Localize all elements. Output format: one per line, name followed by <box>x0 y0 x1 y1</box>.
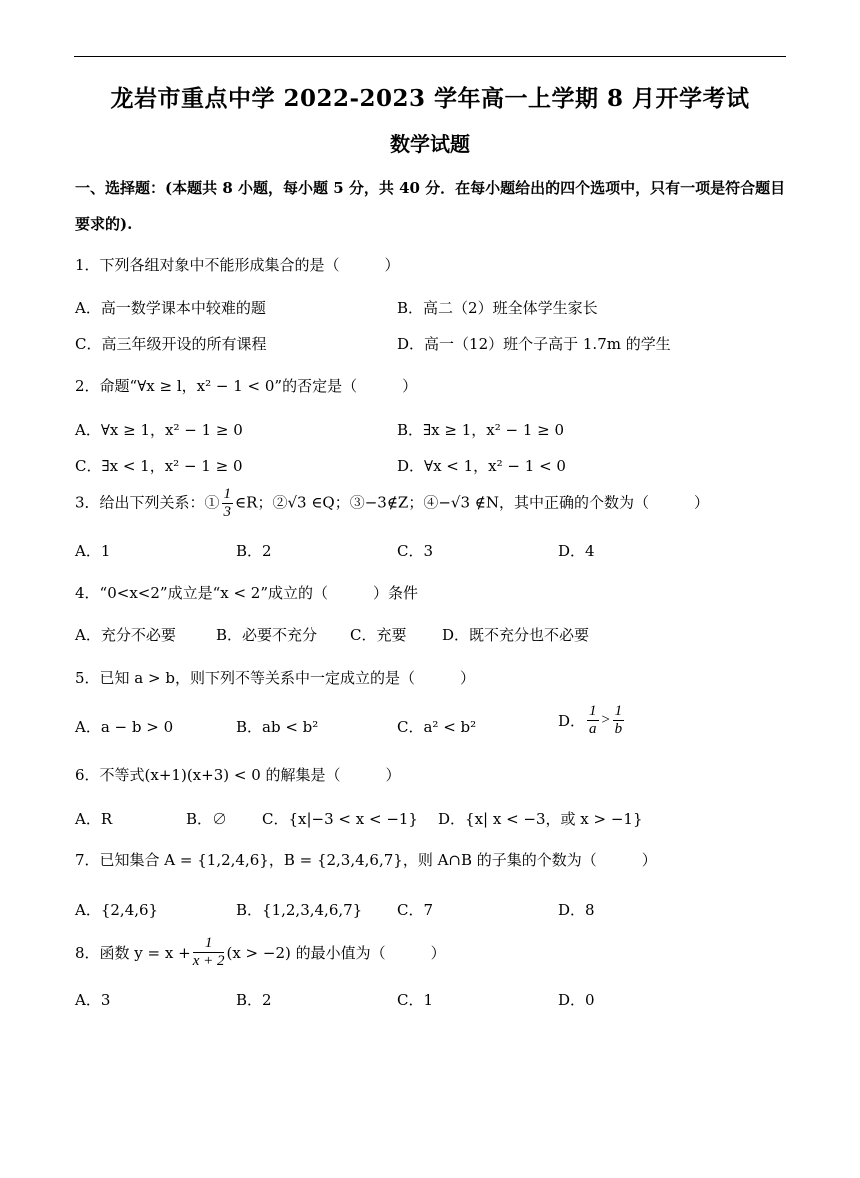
question-7-option-c: C．7 <box>397 901 434 919</box>
question-7-option-a: A．{2,4,6} <box>75 901 159 919</box>
question-1-stem: 1．下列各组对象中不能形成集合的是（ ） <box>75 256 400 274</box>
question-5-option-a: A．a − b > 0 <box>75 718 174 736</box>
question-2-option-d: D．∀x < 1，x² − 1 < 0 <box>397 457 566 475</box>
question-8-stem-end: (x > −2) 的最小值为（ ） <box>226 944 446 962</box>
question-5-option-d-fraction-1 <box>587 704 599 737</box>
question-3-stem-end: ∈R；②√3 ∈Q；③−3∉Z；④−√3 ∉N，其中正确的个数为（ ） <box>235 493 710 512</box>
exam-subtitle: 数学试题 <box>390 132 470 156</box>
exam-title: 龙岩市重点中学 2022-2023 学年高一上学期 8 月开学考试 <box>110 85 750 112</box>
question-2-option-b: B．∃x ≥ 1，x² − 1 ≥ 0 <box>397 421 565 439</box>
question-2-option-a: A．∀x ≥ 1，x² − 1 ≥ 0 <box>75 421 243 439</box>
question-8-stem <box>75 936 446 969</box>
question-8-option-d: D．0 <box>558 991 595 1009</box>
question-8-fraction <box>193 936 225 969</box>
question-8-fraction-numerator: 1 <box>193 936 225 953</box>
question-3-option-c: C．3 <box>397 542 434 560</box>
question-6-option-a: A．R <box>75 810 113 828</box>
question-3-stem <box>75 487 709 520</box>
question-8-option-b: B．2 <box>236 991 272 1009</box>
question-5-stem: 5．已知 a > b，则下列不等关系中一定成立的是（ ） <box>75 669 475 687</box>
question-5-option-d-fraction-2-denominator: b <box>614 721 623 737</box>
top-rule <box>74 56 786 57</box>
question-5-option-d <box>558 704 626 737</box>
question-5-option-d-fraction-1-denominator: a <box>589 721 597 737</box>
question-3-option-d: D．4 <box>558 542 595 560</box>
question-5-option-b: B．ab < b² <box>236 718 319 736</box>
question-4-option-c: C．充要 <box>350 626 407 644</box>
question-5-option-d-operator: > <box>600 712 611 728</box>
question-1-option-a: A．高一数学课本中较难的题 <box>75 299 266 317</box>
question-4-option-a: A．充分不必要 <box>75 626 176 644</box>
question-3-fraction <box>222 487 234 520</box>
question-6-option-d: D．{x| x < −3，或 x > −1} <box>438 810 643 828</box>
question-3-option-a: A．1 <box>75 542 111 560</box>
question-3-stem-start: 3．给出下列关系：① <box>75 493 220 512</box>
question-8-option-a: A．3 <box>75 991 111 1009</box>
question-5-option-c: C．a² < b² <box>397 718 477 736</box>
question-5-option-d-fraction-2-numerator: 1 <box>614 703 623 719</box>
question-1-option-c: C．高三年级开设的所有课程 <box>75 335 267 353</box>
question-2-stem: 2．命题“∀x ≥ l，x² − 1 < 0”的否定是（ ） <box>75 377 418 395</box>
question-2-option-c: C．∃x < 1，x² − 1 ≥ 0 <box>75 457 243 475</box>
question-7-option-b: B．{1,2,3,4,6,7} <box>236 901 363 919</box>
question-1-option-d: D．高一（12）班个子高于 1.7m 的学生 <box>397 335 671 353</box>
question-5-option-d-label: D． <box>558 712 586 730</box>
question-4-stem: 4．“0<x<2”成立是“x < 2”成立的（ ）条件 <box>75 584 419 602</box>
question-5-option-d-fraction-2 <box>613 704 625 737</box>
question-3-fraction-numerator: 1 <box>223 486 232 502</box>
question-3-option-b: B．2 <box>236 542 272 560</box>
question-6-option-b: B．∅ <box>186 810 228 828</box>
question-5-option-d-fraction-1-numerator: 1 <box>589 703 597 719</box>
question-6-option-c: C．{x|−3 < x < −1} <box>262 810 418 828</box>
question-6-stem: 6．不等式(x+1)(x+3) < 0 的解集是（ ） <box>75 766 401 784</box>
question-7-option-d: D．8 <box>558 901 595 919</box>
question-7-stem: 7．已知集合 A = {1,2,4,6}，B = {2,3,4,6,7}，则 A∩B 的子集的个数为（ ） <box>75 851 657 869</box>
question-8-stem-start: 8．函数 y = x + <box>75 944 191 962</box>
question-3-fraction-denominator: 3 <box>223 504 232 520</box>
question-1-option-b: B．高二（2）班全体学生家长 <box>397 299 598 317</box>
question-4-option-d: D．既不充分也不必要 <box>442 626 590 644</box>
question-4-option-b: B．必要不充分 <box>216 626 318 644</box>
section-heading: 一、选择题：(本题共 8 小题，每小题 5 分，共 40 分．在每小题给出的四个选项中，只有一项是符合题目要求的). <box>75 179 786 233</box>
question-8-option-c: C．1 <box>397 991 434 1009</box>
question-8-fraction-denominator: x + 2 <box>192 953 225 969</box>
